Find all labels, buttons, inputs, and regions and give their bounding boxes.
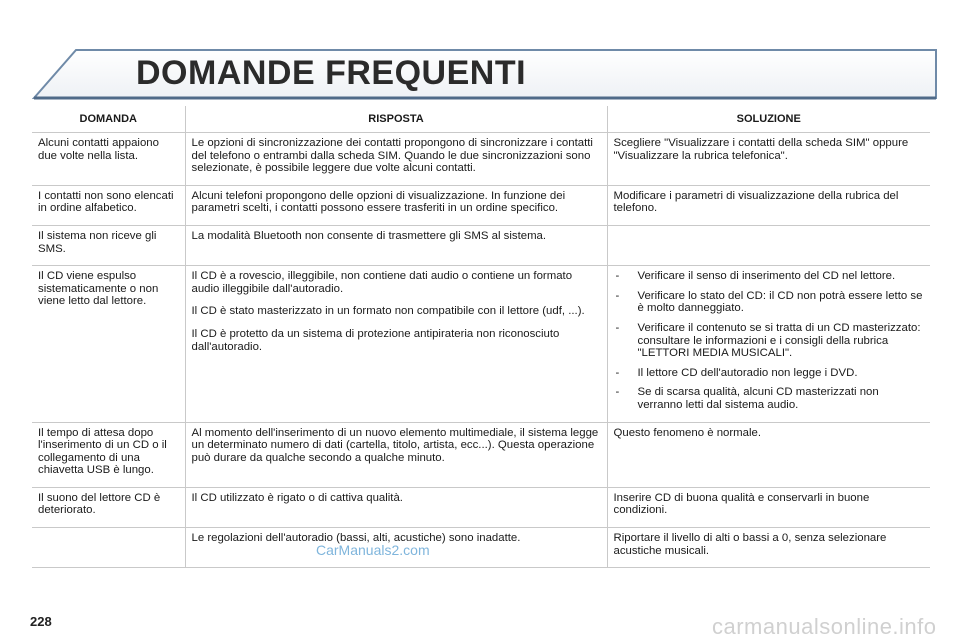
watermark-manualsonline[interactable]: carmanualsonline.info xyxy=(712,614,937,639)
answer-cell xyxy=(185,487,607,527)
answer-cell xyxy=(185,185,607,225)
answer-text: La modalità Bluetooth non consente di trasmettere gli SMS al sistema. xyxy=(191,229,547,242)
answer-text: Le regolazioni dell'autoradio (bassi, alti, acustiche) sono inadatte. xyxy=(191,532,521,545)
solution-list-item: - Se di scarsa qualità, alcuni CD masterizzati non verranno letti dal sistema audio. xyxy=(614,386,925,411)
answer-cell xyxy=(185,422,607,487)
table-row xyxy=(32,133,930,186)
header-domanda: DOMANDA xyxy=(32,106,185,133)
answer-text: Il CD è stato masterizzato in un formato non compatibile con il lettore (udf, ...). xyxy=(191,305,585,318)
question-cell: Il sistema non riceve gli SMS. xyxy=(32,225,185,265)
table-row xyxy=(32,487,930,527)
table-row xyxy=(32,185,930,225)
answer-cell xyxy=(185,225,607,265)
answer-text: Le opzioni di sincronizzazione dei contatti propongono di sincronizzare i contatti del telefono o entrambi dalla scheda SIM. Quando le due sincronizzazioni sono selezionate, è possibile leggere due volte alcuni contatti. xyxy=(191,137,593,175)
answer-cell xyxy=(185,133,607,186)
solution-list-item: - Verificare il contenuto se si tratta di un CD masterizzato: consultare le informazioni e i consigli della rubrica "LETTORI MEDIA MUSICALI". xyxy=(614,322,925,360)
table-row xyxy=(32,266,930,422)
solution-list-item: - Verificare lo stato del CD: il CD non potrà essere letto se è molto danneggiato. xyxy=(614,290,925,315)
answer-text: Al momento dell'inserimento di un nuovo elemento multimediale, il sistema legge un determinato numero di dati (cartella, titolo, artista, ecc...). Questa operazione può durare da qualche secondo a qualche minuto. xyxy=(191,426,599,464)
solution-cell xyxy=(607,225,930,265)
question-cell: Alcuni contatti appaiono due volte nella lista. xyxy=(32,133,185,186)
question-cell: Il CD viene espulso sistematicamente o non viene letto dal lettore. xyxy=(32,266,185,422)
solution-cell: Scegliere "Visualizzare i contatti della scheda SIM" oppure "Visualizzare la rubrica telefonica". xyxy=(607,133,930,186)
page-number: 228 xyxy=(30,614,52,629)
question-cell: Il tempo di attesa dopo l'inserimento di un CD o il collegamento di una chiavetta USB è lungo. xyxy=(32,422,185,487)
page-title: DOMANDE FREQUENTI xyxy=(136,54,527,92)
watermark-carmanuals[interactable]: CarManuals2.com xyxy=(316,542,430,558)
answer-cell xyxy=(185,266,607,422)
table-row xyxy=(32,528,930,568)
question-cell: Il suono del lettore CD è deteriorato. xyxy=(32,487,185,527)
solution-cell: Questo fenomeno è normale. xyxy=(607,422,930,487)
solution-cell: Modificare i parametri di visualizzazione della rubrica del telefono. xyxy=(607,185,930,225)
question-cell: I contatti non sono elencati in ordine alfabetico. xyxy=(32,185,185,225)
solution-list-item: - Verificare il senso di inserimento del CD nel lettore. xyxy=(614,270,925,283)
faq-table xyxy=(32,106,930,568)
answer-text: Il CD è a rovescio, illeggibile, non contiene dati audio o contiene un formato audio illeggibile dall'autoradio. xyxy=(191,270,573,295)
question-cell xyxy=(32,528,185,568)
answer-text: Il CD utilizzato è rigato o di cattiva qualità. xyxy=(191,491,403,504)
solution-cell: Riportare il livello di alti o bassi a 0, senza selezionare acustiche musicali. xyxy=(607,528,930,568)
header-risposta: RISPOSTA xyxy=(185,106,607,133)
answer-text: Il CD è protetto da un sistema di protezione antipirateria non riconosciuto dall'autoradio. xyxy=(191,327,560,353)
header-soluzione: SOLUZIONE xyxy=(607,106,930,133)
answer-text: Alcuni telefoni propongono delle opzioni di visualizzazione. In funzione dei parametri scelti, i contatti possono essere trasferiti in un ordine specifico. xyxy=(191,189,566,215)
solution-list xyxy=(614,270,925,411)
table-row xyxy=(32,422,930,487)
table-header-row xyxy=(32,106,930,133)
solution-cell: Inserire CD di buona qualità e conservarli in buone condizioni. xyxy=(607,487,930,527)
table-row xyxy=(32,225,930,265)
solution-list-item: - Il lettore CD dell'autoradio non legge i DVD. xyxy=(614,367,925,380)
solution-cell xyxy=(607,266,930,422)
